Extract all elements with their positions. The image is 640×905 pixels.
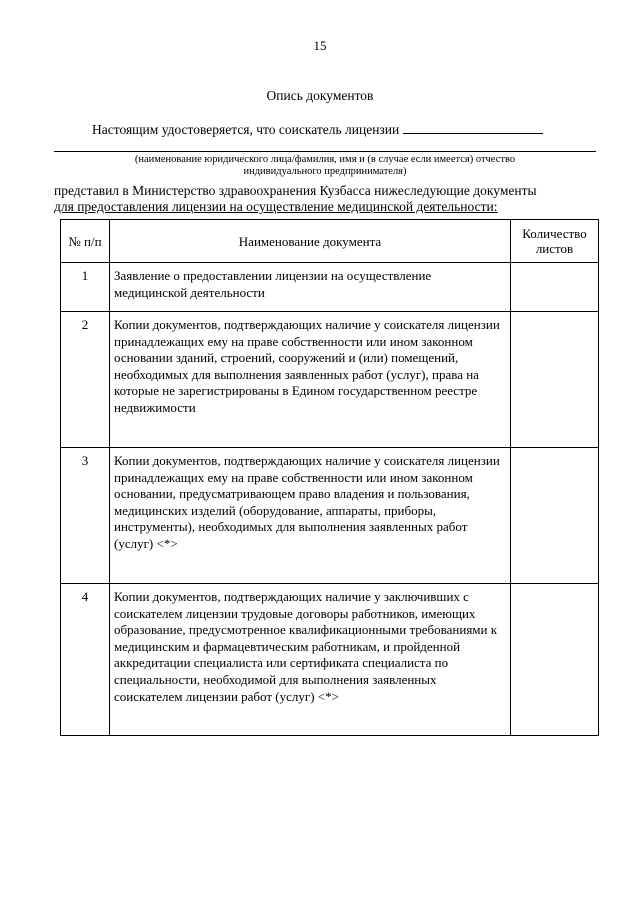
row-num: 3 xyxy=(61,448,110,584)
intro-line-1: представил в Министерство здравоохранения Кузбасса нижеследующие документы xyxy=(54,183,537,198)
header-name: Наименование документа xyxy=(110,220,511,263)
intro-line-2: для предоставления лицензии на осуществление медицинской деятельности: xyxy=(54,199,498,214)
row-count[interactable] xyxy=(511,584,599,736)
page-number: 15 xyxy=(313,38,327,53)
table-header-row xyxy=(61,220,599,263)
certify-text: Настоящим удостоверяется, что соискатель лицензии xyxy=(92,122,400,137)
table-row xyxy=(61,584,599,736)
document-title: Опись документов xyxy=(266,88,374,103)
table-row xyxy=(61,312,599,448)
table-row xyxy=(61,263,599,312)
certify-line xyxy=(92,121,543,138)
row-name: Копии документов, подтверждающих наличие у соискателя лицензии принадлежащих ему на праве собственности или ином законном основании зданий, строений, сооружений и (или) помещений, необходимых для выполнения заявленных работ (услуг), права на которые не зарегистрированы в Едином государственном реестре недвижимости xyxy=(110,312,511,448)
row-count[interactable] xyxy=(511,448,599,584)
licensee-blank-field[interactable] xyxy=(403,121,543,134)
row-name: Копии документов, подтверждающих наличие у заключивших с соискателем лицензии трудовые договоры работников, имеющих образование, предусмотренное квалификационными требованиями к медицинским и фармацевтическим работникам, и пройденной аккредитации специалиста или сертификата специалиста по специальности, необходимой для выполнения заявленных соискателем лицензии работ (услуг) <*> xyxy=(110,584,511,736)
row-num: 1 xyxy=(61,263,110,312)
row-count[interactable] xyxy=(511,312,599,448)
licensee-name-line[interactable] xyxy=(54,151,596,152)
row-count[interactable] xyxy=(511,263,599,312)
intro-paragraph xyxy=(54,183,599,215)
header-count: Количество листов xyxy=(511,220,599,263)
table-row xyxy=(61,448,599,584)
caption-line-2: индивидуального предпринимателя) xyxy=(243,166,407,177)
row-name: Заявление о предоставлении лицензии на осуществление медицинской деятельности xyxy=(110,263,511,312)
licensee-caption xyxy=(54,154,596,178)
row-num: 2 xyxy=(61,312,110,448)
row-num: 4 xyxy=(61,584,110,736)
caption-line-1: (наименование юридического лица/фамилия, имя и (в случае если имеется) отчество xyxy=(134,154,516,165)
row-name: Копии документов, подтверждающих наличие у соискателя лицензии принадлежащих ему на праве собственности или ином законном основании, предусматривающем право владения и пользования, медицинских изделий (оборудование, аппараты, приборы, инструменты), необходимых для выполнения заявленных работ (услуг) <*> xyxy=(110,448,511,584)
documents-table xyxy=(60,219,599,736)
header-num: № п/п xyxy=(61,220,110,263)
